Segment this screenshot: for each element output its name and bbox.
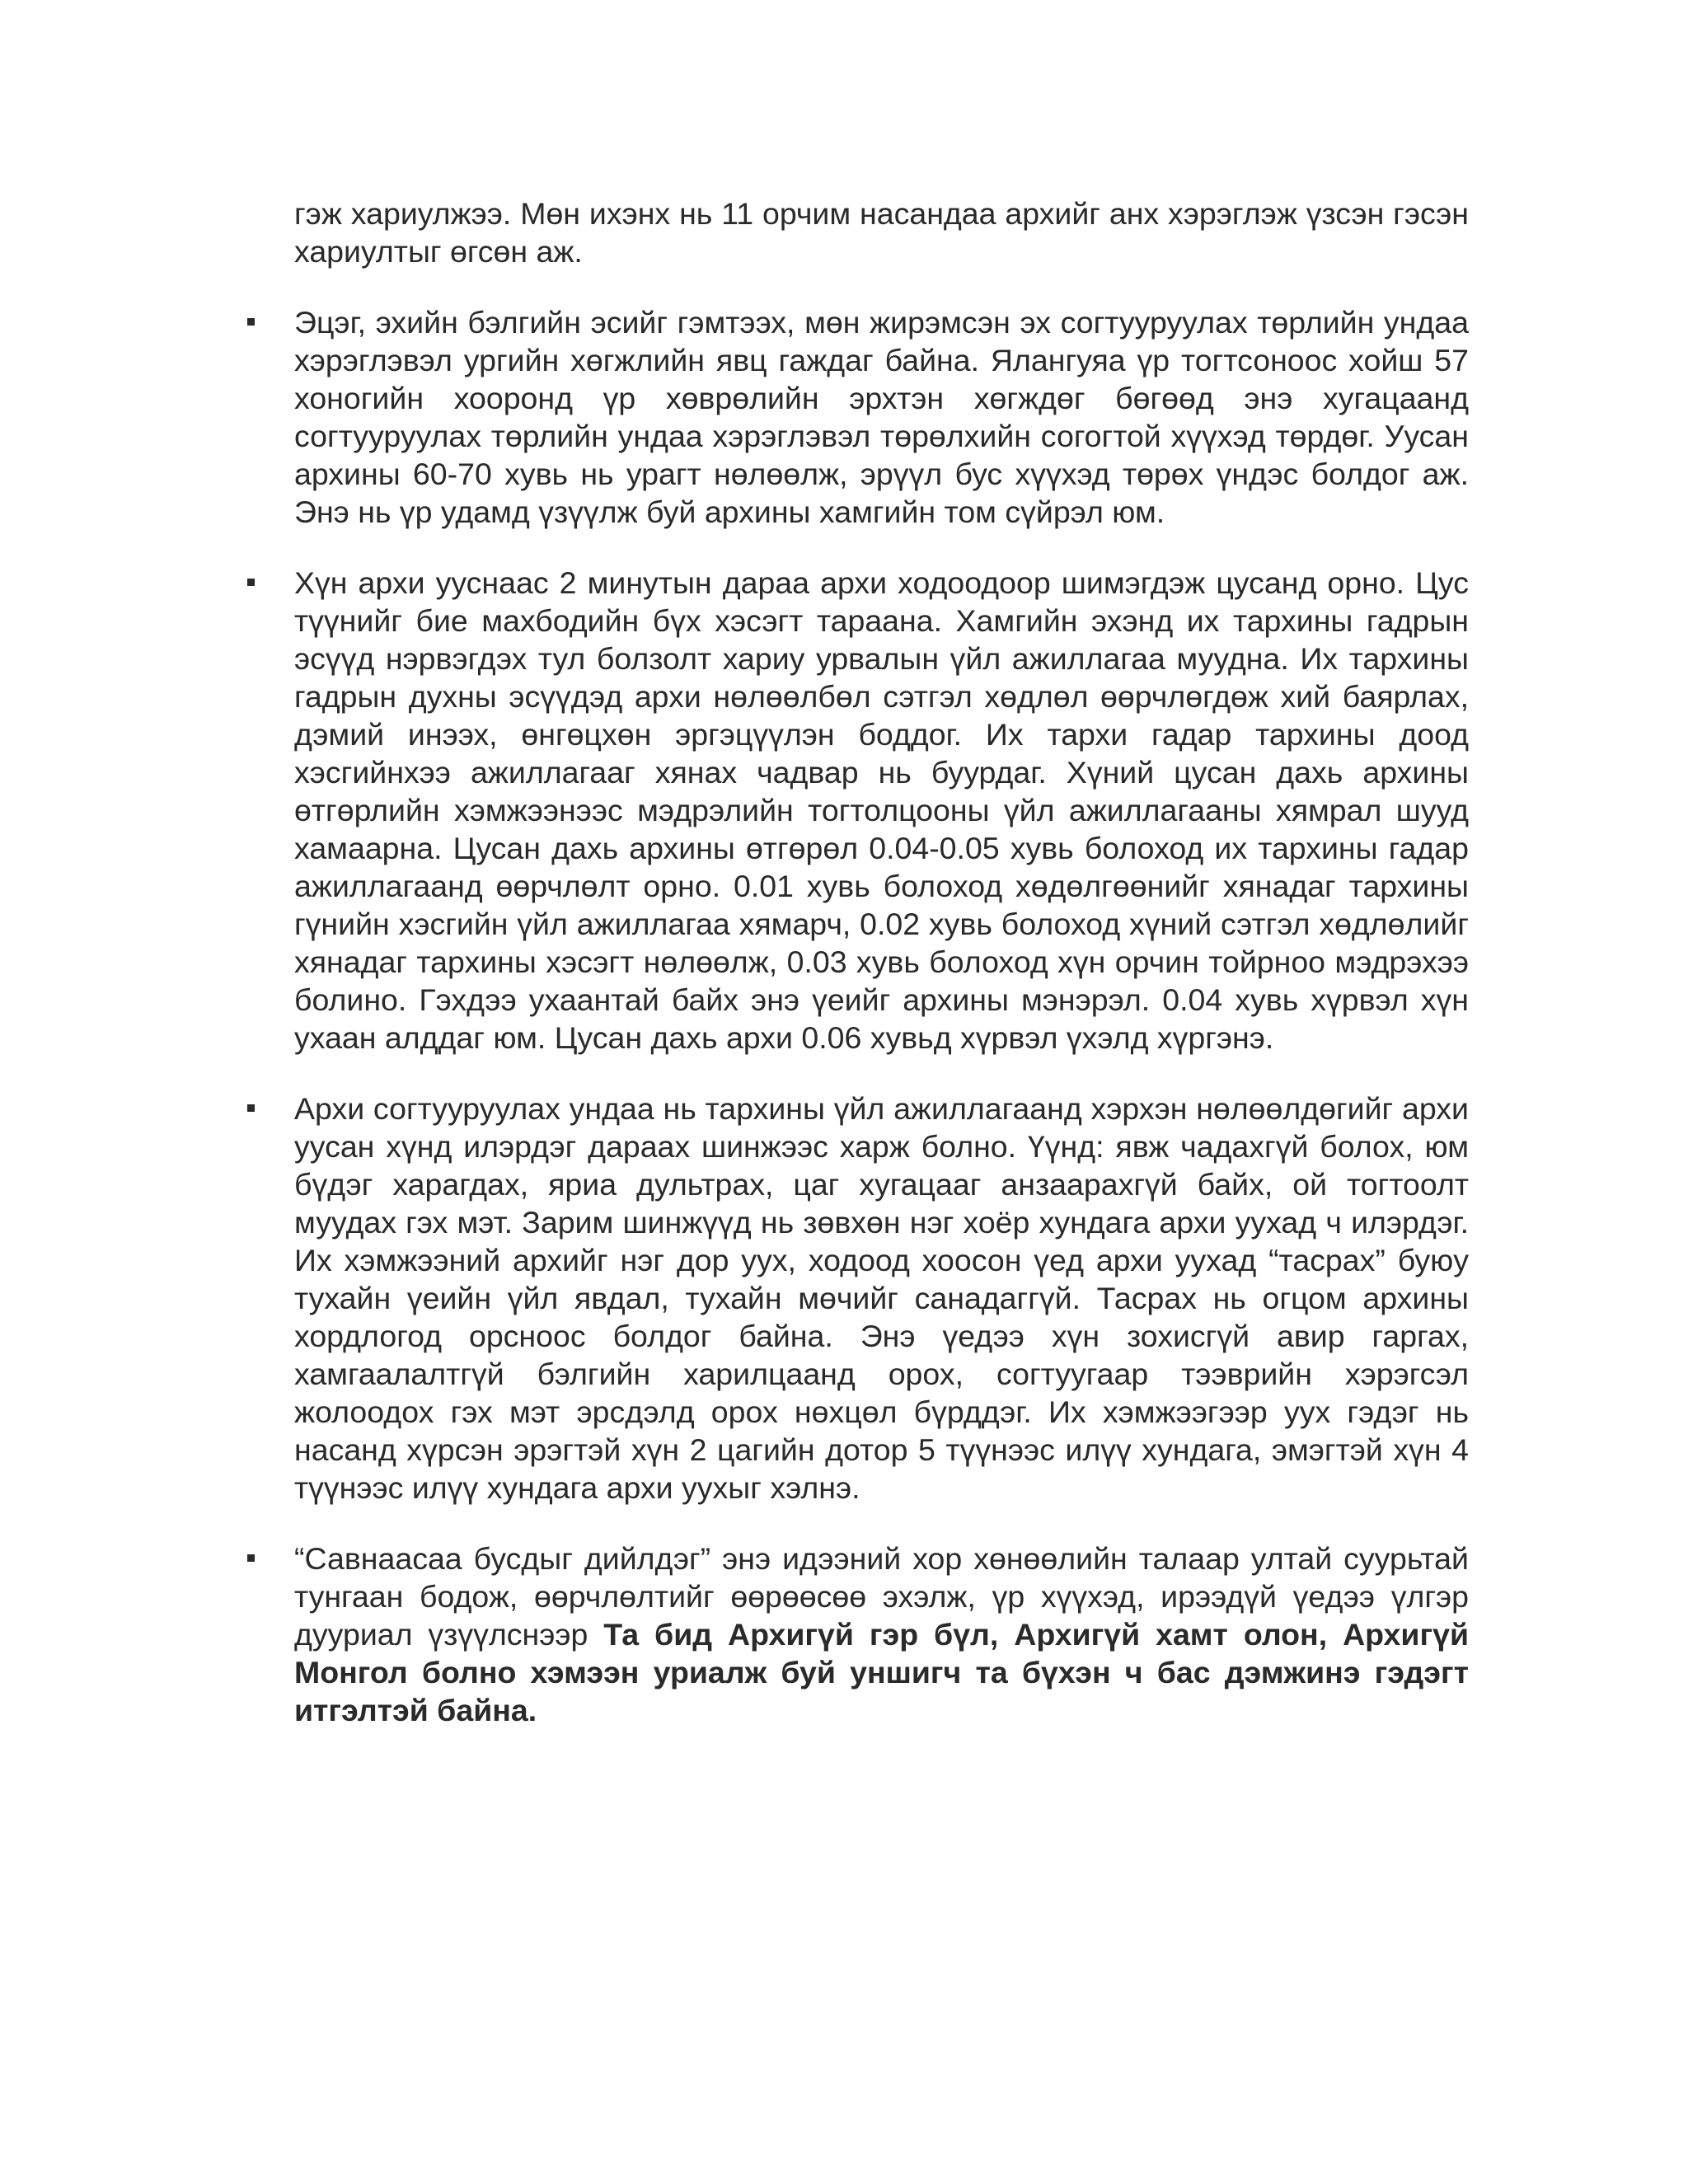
list-item-text: Архи согтууруулах ундаа нь тархины үйл ажиллагаанд хэрхэн нөлөөлдөгийг архи уусан хүнд илэрдэг дараах шинжээс харж болно. Үүнд: явж чадахгүй болох, юм бүдэг харагдах, яриа дультрах, цаг хугацааг анзаарахгүй байх, ой тогтоолт муудах гэх мэт. Зарим шинжүүд нь зөвхөн нэг хоёр хундага архи уухад ч илэрдэг. Их хэмжээний архийг нэг дор уух, ходоод хоосон үед архи уухад “тасрах” буюу тухайн үеийн үйл явдал, тухайн мөчийг санадаггүй. Тасрах нь огцом архины хордлогод орсноос болдог байна. Энэ үедээ хүн зохисгүй авир гаргах, хамгаалалтгүй бэлгийн харилцаанд орох, согтуугаар тээврийн хэрэгсэл жолоодох гэх мэт эрсдэлд орох нөхцөл бүрддэг. Их хэмжээгээр уух гэдэг нь насанд хүрсэн эрэгтэй хүн 2 цагийн дотор 5 түүнээс илүү хундага, эмэгтэй хүн 4 түүнээс илүү хундага архи уухыг хэлнэ. xyxy=(294,1091,1469,1505)
list-item xyxy=(294,1090,1469,1507)
bullet-square-icon xyxy=(247,1104,255,1112)
bullet-square-icon xyxy=(247,579,255,586)
list-item xyxy=(294,303,1469,531)
closing-bold-text: Та бид Архигүй гэр бүл, Архигүй хамт олон, Архигүй Монгол болно хэмээн уриалж буй уншигч та бүхэн ч бас дэмжинэ гэдэгт итгэлтэй байна. xyxy=(294,1617,1469,1727)
list-item-text: Эцэг, эхийн бэлгийн эсийг гэмтээх, мөн жирэмсэн эх согтууруулах төрлийн ундаа хэрэглэвэл ургийн хөгжлийн явц гаждаг байна. Ялангуяа үр тогтсоноос хойш 57 хоногийн хооронд үр хөврөлийн эрхтэн хөгждөг бөгөөд энэ хугацаанд согтууруулах төрлийн ундаа хэрэглэвэл төрөлхийн согогтой хүүхэд төрдөг. Уусан архины 60-70 хувь нь урагт нөлөөлж, эрүүл бус хүүхэд төрөх үндэс болдог аж. Энэ нь үр удамд үзүүлж буй архины хамгийн том сүйрэл юм. xyxy=(294,305,1469,529)
list-item xyxy=(294,564,1469,1057)
list-item-text: Хүн архи ууснаас 2 минутын дараа архи ходоодоор шимэгдэж цусанд орно. Цус түүнийг бие махбодийн бүх хэсэгт тараана. Хамгийн эхэнд их тархины гадрын эсүүд нэрвэгдэх тул болзолт хариу урвалын үйл ажиллагаа муудна. Их тархины гадрын духны эсүүдэд архи нөлөөлбөл сэтгэл хөдлөл өөрчлөгдөж хий баярлах, дэмий инээх, өнгөцхөн эргэцүүлэн боддог. Их тархи гадар тархины доод хэсгийнхээ ажиллагааг хянах чадвар нь буурдаг. Хүний цусан дахь архины өтгөрлийн хэмжээнээс мэдрэлийн тогтолцооны үйл ажиллагааны хямрал шууд хамаарна. Цусан дахь архины өтгөрөл 0.04-0.05 хувь болоход их тархины гадар ажиллагаанд өөрчлөлт орно. 0.01 хувь болоход хөдөлгөөнийг хянадаг тархины гүнийн хэсгийн үйл ажиллагаа хямарч, 0.02 хувь болоход хүний сэтгэл хөдлөлийг хянадаг тархины хэсэгт нөлөөлж, 0.03 хувь болоход хүн орчин тойрноо мэдрэхээ болино. Гэхдээ ухаантай байх энэ үеийг архины мэнэрэл. 0.04 хувь хүрвэл хүн ухаан алддаг юм. Цусан дахь архи 0.06 хувьд хүрвэл үхэлд хүргэнэ. xyxy=(294,565,1469,1055)
bullet-square-icon xyxy=(247,318,255,326)
list-item xyxy=(294,1540,1469,1729)
bullet-square-icon xyxy=(247,1554,255,1562)
closing-text: “Савнаасаа бусдыг дийлдэг” энэ идээний хор хөнөөлийн талаар ултай суурьтай тунгаан бодож, өөрчлөлтийг өөрөөсөө эхэлж, үр хүүхэд, ирээдүй үедээ үлгэр дууриал үзүүлснээр xyxy=(294,1541,1469,1652)
list-item-text xyxy=(294,1540,1469,1729)
document-body xyxy=(294,194,1469,1762)
lead-paragraph: гэж хариулжээ. Мөн ихэнх нь 11 орчим насандаа архийг анх хэрэглэж үзсэн гэсэн хариултыг өгсөн аж. xyxy=(294,196,1469,269)
